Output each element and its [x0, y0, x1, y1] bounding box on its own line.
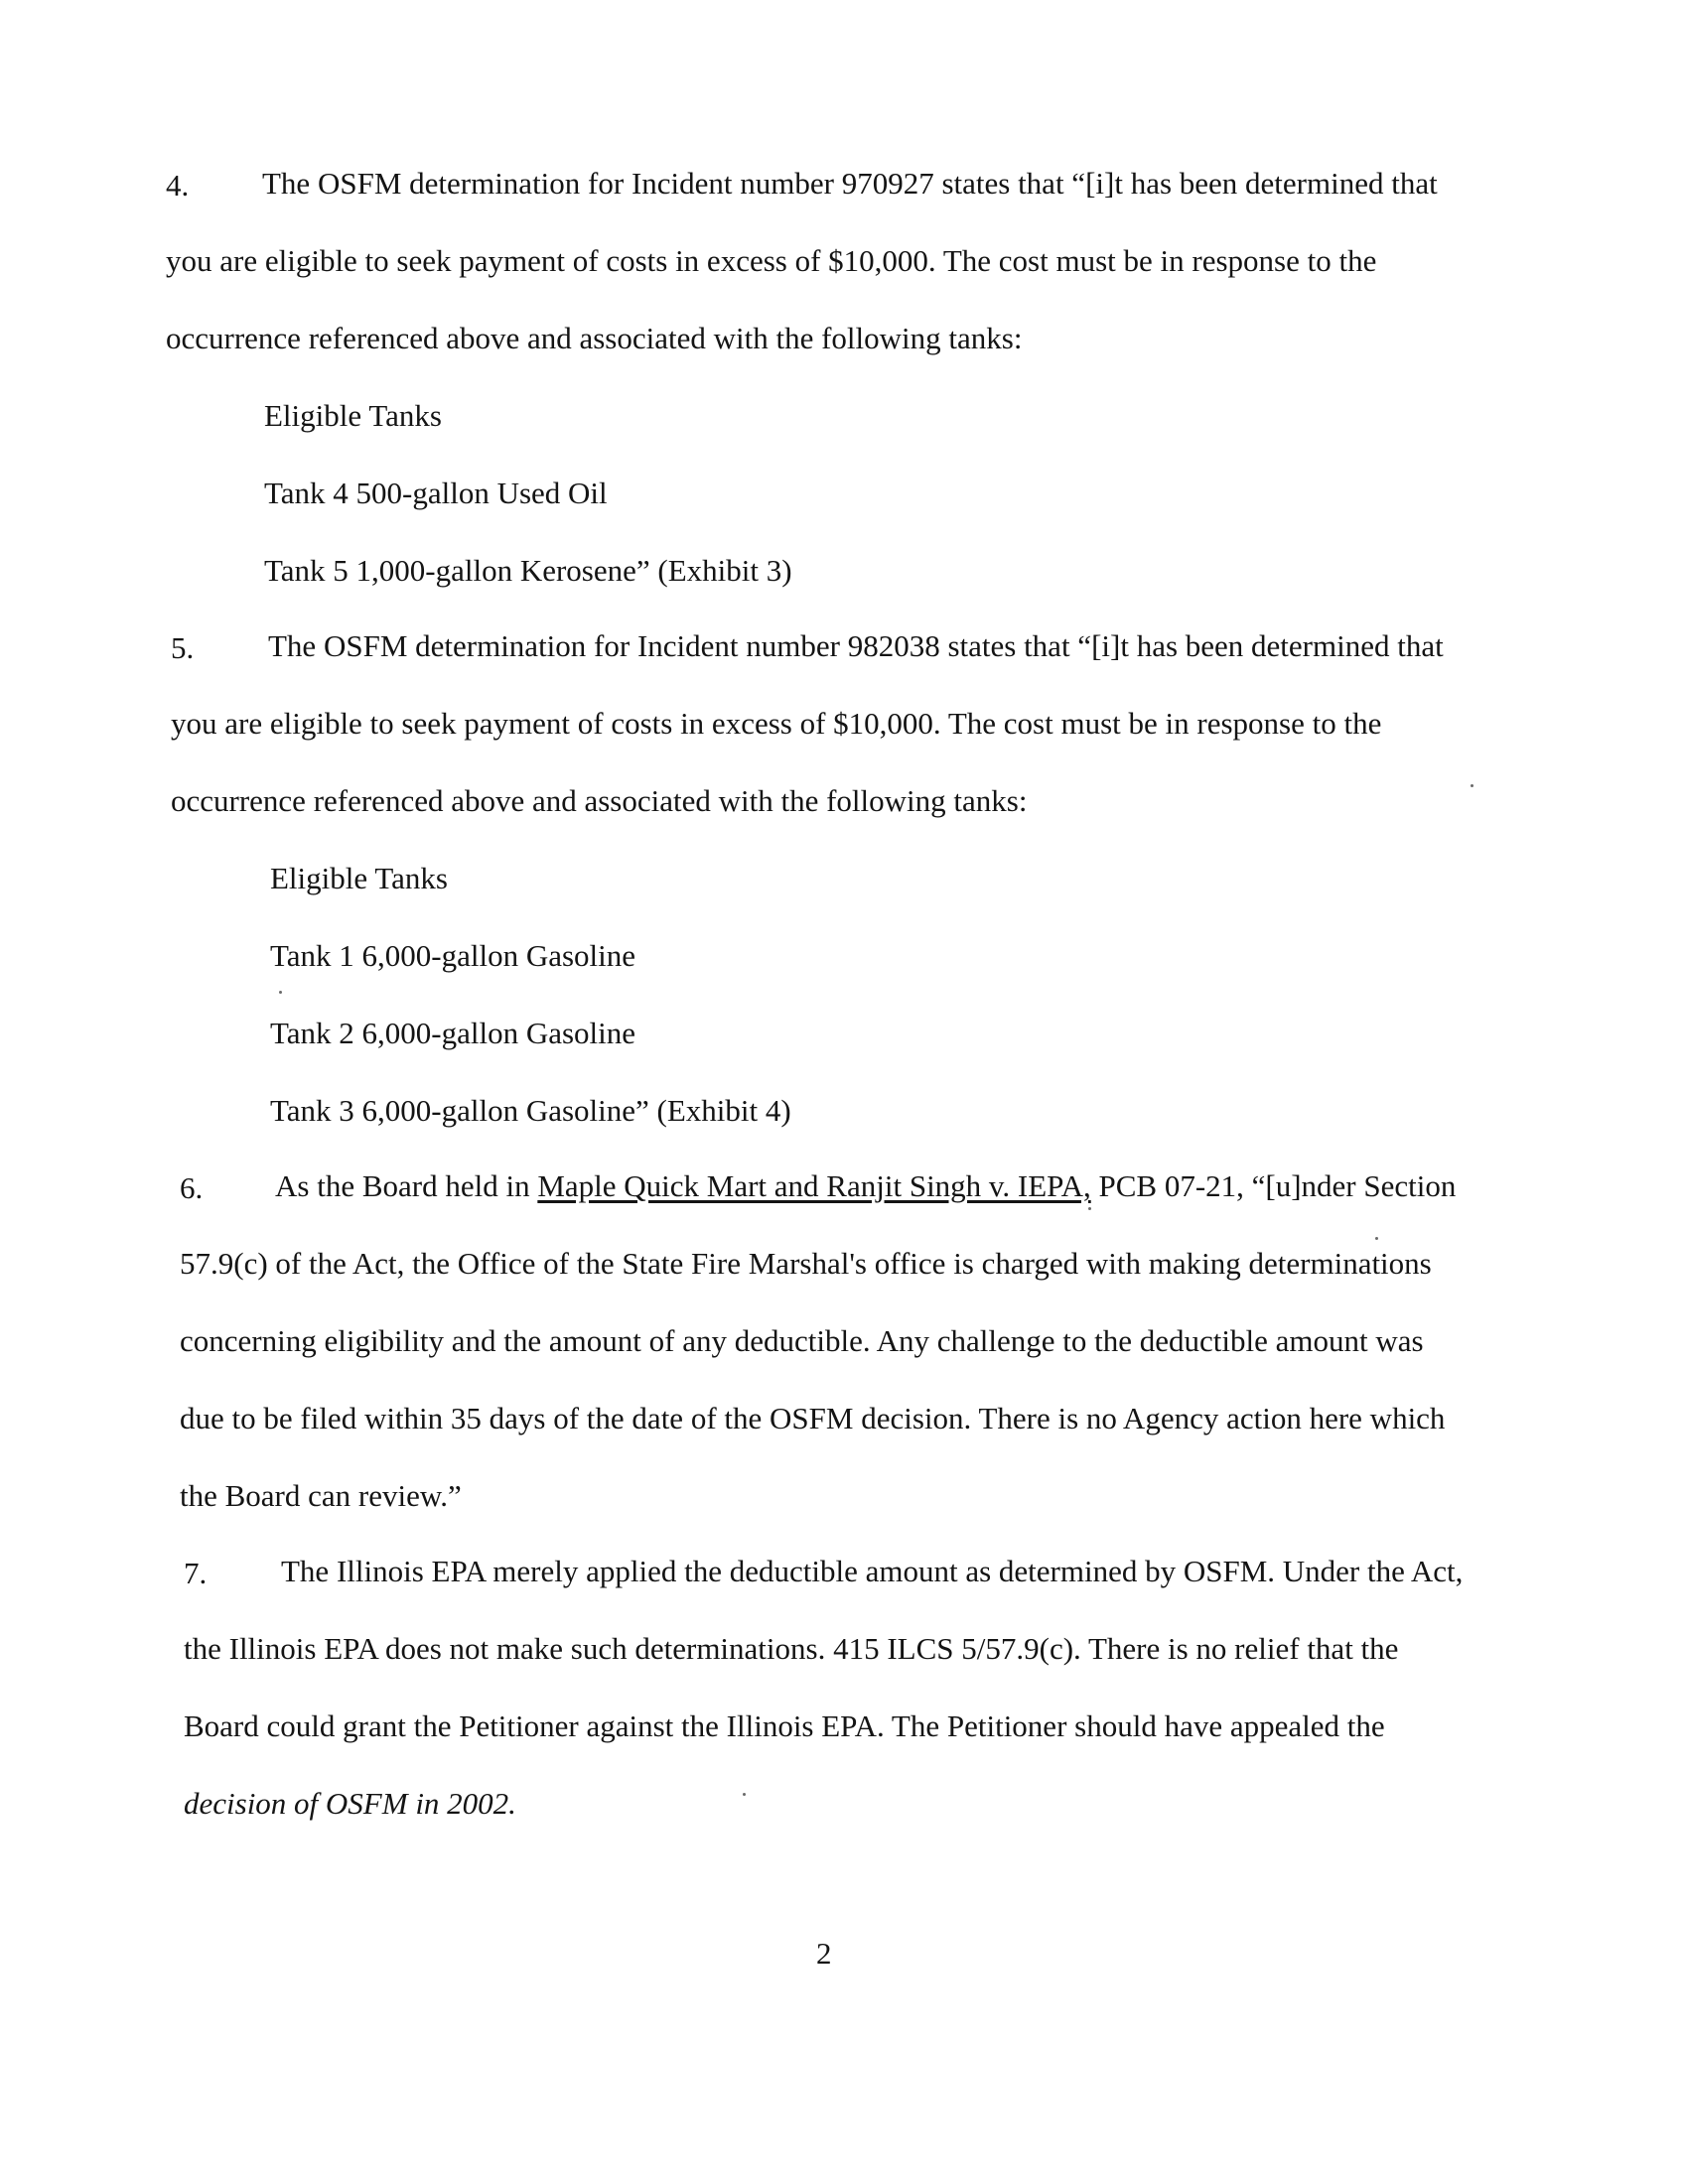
- paragraph-7-line-1: The Illinois EPA merely applied the deductible amount as determined by OSFM. Under the Act,: [281, 1554, 1464, 1588]
- paragraph-6-line-1: [275, 1166, 1456, 1206]
- page-number: 2: [816, 1936, 832, 1971]
- scan-speck: [1088, 1207, 1091, 1210]
- paragraph-4-list-item: Tank 4 500-gallon Used Oil: [264, 476, 608, 510]
- paragraph-6-line-4: due to be filed within 35 days of the date of the OSFM decision. There is no Agency action here which: [180, 1401, 1446, 1435]
- paragraph-6-text-before: As the Board held in: [275, 1168, 538, 1203]
- paragraph-5-line-3: occurrence referenced above and associated with the following tanks:: [171, 783, 1028, 818]
- paragraph-7-line-4: decision of OSFM in 2002.: [184, 1786, 516, 1821]
- paragraph-5-list-item: Tank 3 6,000-gallon Gasoline” (Exhibit 4): [270, 1093, 791, 1128]
- paragraph-4-list-heading: Eligible Tanks: [264, 398, 442, 433]
- paragraph-5-list-item: Tank 1 6,000-gallon Gasoline: [270, 938, 636, 973]
- paragraph-7-line-3: Board could grant the Petitioner against the Illinois EPA. The Petitioner should have appealed the: [184, 1708, 1385, 1743]
- scan-speck: [743, 1793, 746, 1796]
- paragraph-6-line-5: the Board can review.”: [180, 1478, 462, 1513]
- paragraph-4-line-1: The OSFM determination for Incident number 970927 states that “[i]t has been determined that: [262, 166, 1438, 201]
- paragraph-4-number: 4.: [166, 168, 190, 203]
- paragraph-6-line-3: concerning eligibility and the amount of any deductible. Any challenge to the deductible amount was: [180, 1323, 1424, 1358]
- paragraph-6-number: 6.: [180, 1170, 204, 1205]
- case-citation: Maple Quick Mart and Ranjit Singh v. IEPA,: [537, 1168, 1091, 1203]
- paragraph-7-number: 7.: [184, 1556, 208, 1590]
- scan-speck: [279, 991, 282, 994]
- paragraph-4-line-2: you are eligible to seek payment of costs in excess of $10,000. The cost must be in response to the: [166, 243, 1377, 278]
- paragraph-4-line-3: occurrence referenced above and associated with the following tanks:: [166, 321, 1023, 355]
- paragraph-6-line-2: 57.9(c) of the Act, the Office of the State Fire Marshal's office is charged with making determinations: [180, 1246, 1432, 1281]
- paragraph-5-list-heading: Eligible Tanks: [270, 861, 448, 895]
- paragraph-5-list-item: Tank 2 6,000-gallon Gasoline: [270, 1016, 636, 1050]
- paragraph-5-line-1: The OSFM determination for Incident number 982038 states that “[i]t has been determined that: [268, 628, 1444, 663]
- paragraph-5-line-2: you are eligible to seek payment of costs in excess of $10,000. The cost must be in response to the: [171, 706, 1382, 741]
- paragraph-5-number: 5.: [171, 630, 195, 665]
- paragraph-6-text-after: PCB 07-21, “[u]nder Section: [1090, 1168, 1457, 1203]
- paragraph-4-list-item: Tank 5 1,000-gallon Kerosene” (Exhibit 3): [264, 553, 792, 588]
- scan-speck: [1375, 1237, 1378, 1240]
- scan-speck: [1471, 784, 1474, 787]
- paragraph-7-line-2: the Illinois EPA does not make such determinations. 415 ILCS 5/57.9(c). There is no relief that the: [184, 1631, 1399, 1666]
